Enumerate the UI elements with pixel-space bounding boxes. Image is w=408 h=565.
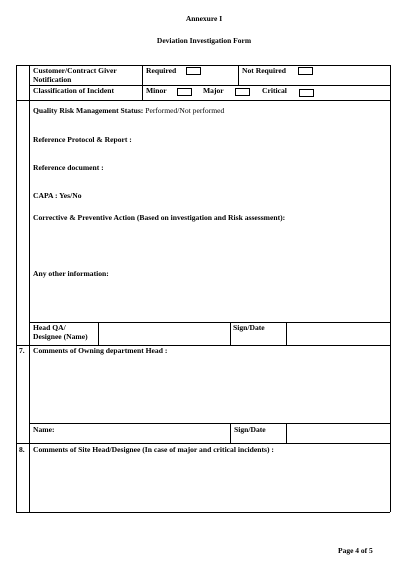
table-bottom-border: [16, 512, 390, 513]
head-qa-label-line2: Designee (Name): [33, 332, 88, 341]
not-required-label: Not Required: [242, 66, 286, 75]
page-number: Page 4 of 5: [338, 546, 373, 555]
column-divider: [230, 322, 231, 345]
qrm-status-value: Performed/Not performed: [143, 106, 225, 115]
notification-label-line2: Notification: [33, 75, 72, 84]
section-8-title: Comments of Site Head/Designee (In case of major and critical incidents) :: [33, 445, 274, 454]
head-qa-sign-date-label: Sign/Date: [233, 323, 265, 332]
column-divider: [142, 65, 143, 100]
head-qa-label-line1: Head QA/: [33, 323, 66, 332]
minor-label: Minor: [146, 86, 167, 95]
required-label: Required: [146, 66, 177, 75]
table-left-border: [16, 65, 17, 512]
classification-label: Classification of Incident: [33, 86, 115, 95]
column-divider: [286, 322, 287, 345]
row-divider: [16, 443, 390, 444]
notification-label-line1: Customer/Contract Giver: [33, 66, 117, 75]
major-label: Major: [203, 86, 224, 95]
major-checkbox[interactable]: [235, 88, 250, 96]
reference-protocol-label: Reference Protocol & Report :: [33, 135, 132, 144]
section-7-name-label: Name:: [33, 425, 55, 434]
column-divider: [98, 322, 99, 345]
number-column-divider: [29, 65, 30, 512]
section-7-sign-date-label: Sign/Date: [234, 425, 266, 434]
section-7-title: Comments of Owning department Head :: [33, 346, 168, 355]
table-right-border: [390, 65, 391, 512]
section-8-number: 8.: [19, 445, 25, 454]
qrm-status-label: Quality Risk Management Status:: [33, 106, 144, 115]
required-checkbox[interactable]: [186, 67, 201, 75]
capa-label: CAPA : Yes/No: [33, 191, 82, 200]
other-info-label: Any other information:: [33, 269, 109, 278]
form-title: Deviation Investigation Form: [156, 36, 252, 45]
not-required-checkbox[interactable]: [298, 67, 313, 75]
corrective-action-label: Corrective & Preventive Action (Based on investigation and Risk assessment):: [33, 213, 286, 222]
row-divider: [29, 423, 390, 424]
critical-label: Critical: [262, 86, 287, 95]
column-divider: [238, 65, 239, 85]
column-divider: [230, 423, 231, 443]
reference-document-label: Reference document :: [33, 163, 104, 172]
row-divider: [16, 100, 390, 101]
annexure-label: Annexure I: [185, 14, 223, 23]
qrm-status: [33, 107, 224, 116]
minor-checkbox[interactable]: [177, 88, 192, 96]
critical-checkbox[interactable]: [299, 89, 314, 97]
section-7-number: 7.: [19, 346, 25, 355]
column-divider: [286, 423, 287, 443]
row-divider: [29, 322, 390, 323]
